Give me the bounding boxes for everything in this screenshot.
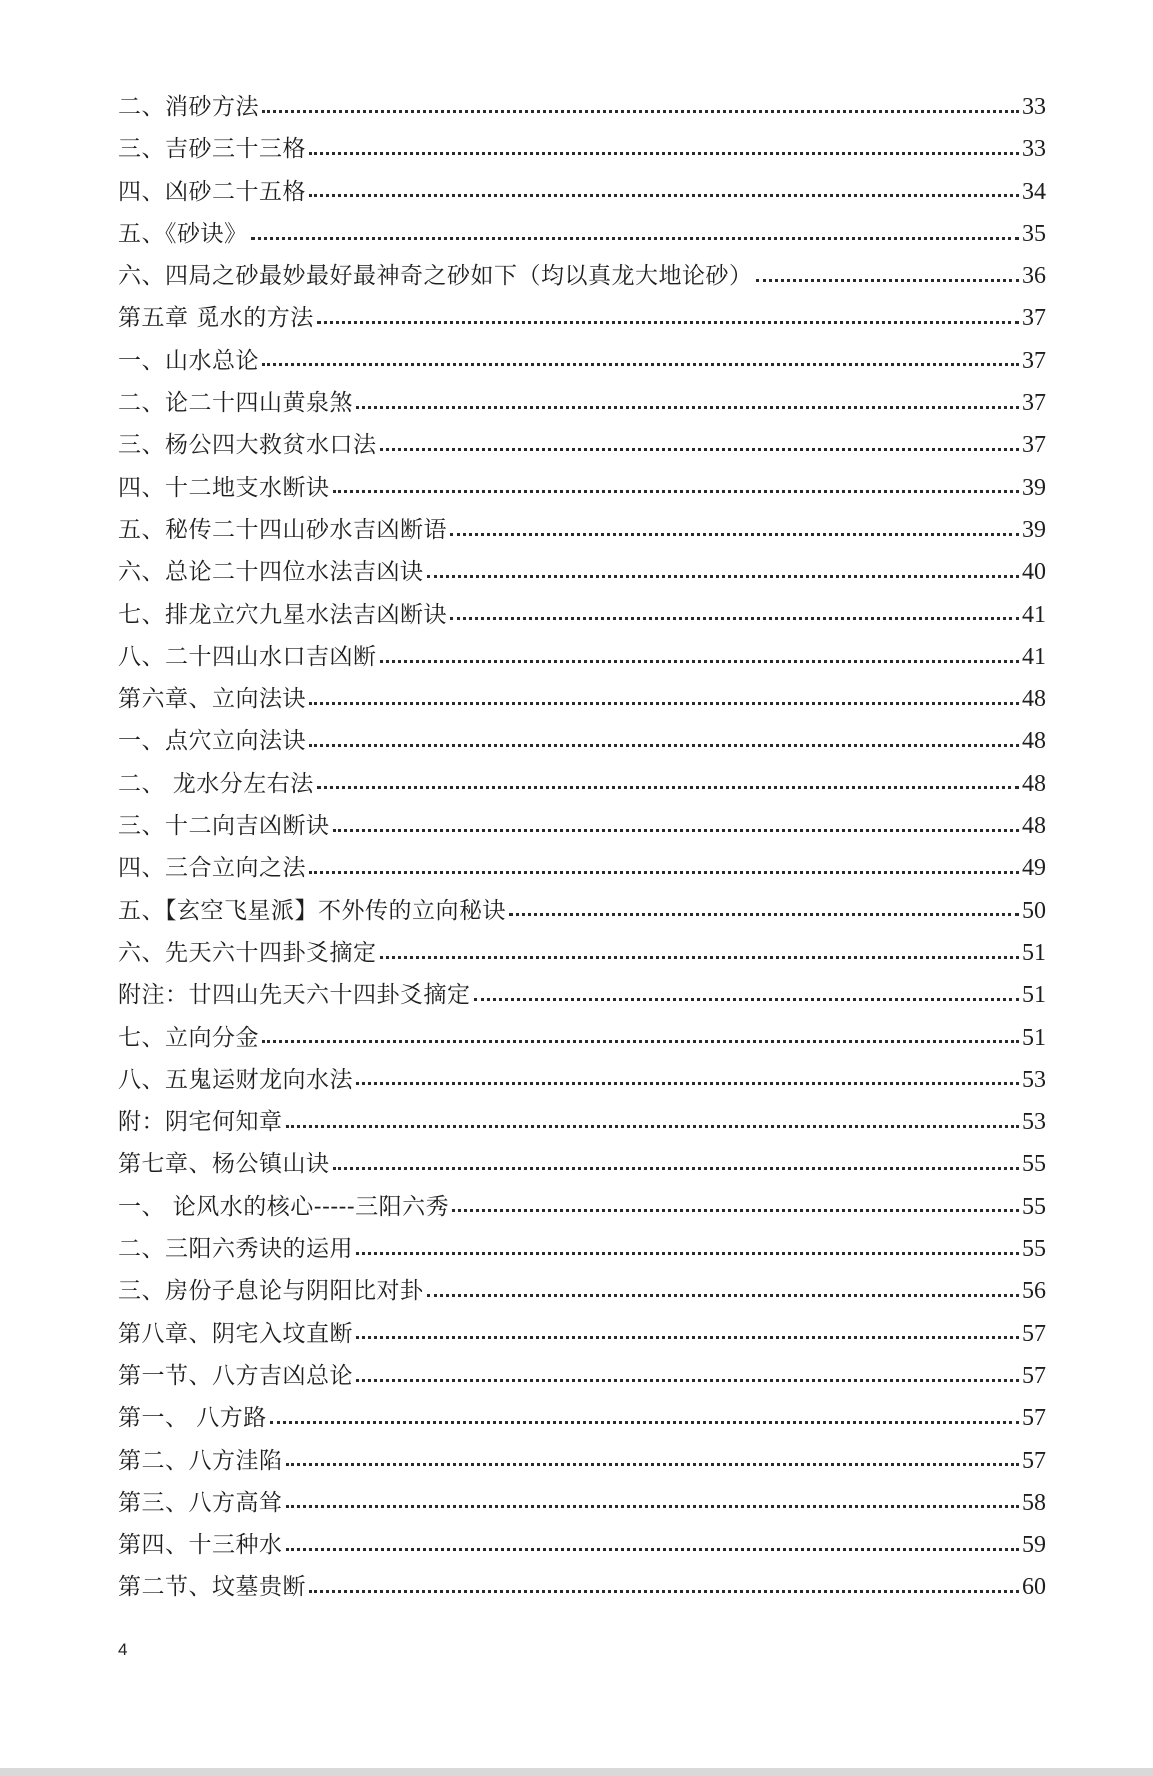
toc-entry[interactable] [118, 340, 1046, 382]
toc-dot-leader [356, 1379, 1019, 1382]
toc-entry-page-number: 57 [1022, 1362, 1046, 1389]
toc-entry-title: 第一、 八方路 [118, 1405, 267, 1432]
toc-entry-title: 一、点穴立向法诀 [118, 728, 306, 755]
toc-entry[interactable] [118, 932, 1046, 974]
toc-entry-title: 附：阴宅何知章 [118, 1109, 283, 1136]
toc-dot-leader [309, 744, 1019, 747]
toc-entry-title: 八、五鬼运财龙向水法 [118, 1066, 353, 1093]
toc-entry-title: 七、立向分金 [118, 1024, 259, 1051]
toc-entry-page-number: 35 [1022, 220, 1046, 247]
toc-entry-title: 第二节、坟墓贵断 [118, 1574, 306, 1601]
toc-entry[interactable] [118, 1270, 1046, 1312]
toc-entry-page-number: 49 [1022, 855, 1046, 882]
toc-dot-leader [262, 363, 1019, 366]
toc-entry-title: 二、 龙水分左右法 [118, 770, 314, 797]
toc-entry-page-number: 48 [1022, 728, 1046, 755]
toc-entry-title: 二、论二十四山黄泉煞 [118, 390, 353, 417]
toc-entry-title: 第八章、阴宅入坟直断 [118, 1320, 353, 1347]
toc-entry-title: 第六章、立向法诀 [118, 686, 306, 713]
toc-dot-leader [380, 956, 1020, 959]
toc-entry-title: 二、消砂方法 [118, 94, 259, 120]
toc-entry-title: 四、凶砂二十五格 [118, 178, 306, 205]
toc-entry-title: 第七章、杨公镇山诀 [118, 1151, 330, 1178]
toc-entry-page-number: 50 [1022, 897, 1046, 924]
toc-entry-page-number: 60 [1022, 1574, 1046, 1601]
toc-entry-title: 三、杨公四大救贫水口法 [118, 432, 377, 459]
toc-entry-title: 八、二十四山水口吉凶断 [118, 643, 377, 670]
toc-dot-leader [317, 321, 1019, 324]
toc-entry-page-number: 40 [1022, 559, 1046, 586]
toc-entry-page-number: 51 [1022, 982, 1046, 1009]
toc-entry[interactable] [118, 720, 1046, 762]
toc-entry-title: 四、十二地支水断诀 [118, 474, 330, 501]
toc-entry-title: 六、先天六十四卦爻摘定 [118, 939, 377, 966]
toc-entry-title: 第二、八方洼陷 [118, 1447, 283, 1474]
toc-dot-leader [286, 1505, 1020, 1508]
toc-dot-leader [309, 871, 1019, 874]
toc-dot-leader [380, 660, 1020, 663]
toc-entry-title: 六、四局之砂最妙最好最神奇之砂如下（均以真龙大地论砂） [118, 263, 753, 290]
toc-entry-page-number: 57 [1022, 1320, 1046, 1347]
toc-entry-title: 附注：廿四山先天六十四卦爻摘定 [118, 982, 471, 1009]
toc-dot-leader [309, 1590, 1019, 1593]
page-bottom-edge [0, 1768, 1153, 1776]
toc-entry[interactable] [118, 1524, 1046, 1566]
toc-dot-leader [270, 1421, 1019, 1424]
toc-entry[interactable] [118, 382, 1046, 424]
toc-entry-page-number: 33 [1022, 94, 1046, 120]
toc-entry[interactable] [118, 678, 1046, 720]
toc-dot-leader [756, 279, 1020, 282]
toc-dot-leader [356, 1336, 1019, 1339]
toc-entry[interactable] [118, 847, 1046, 889]
toc-entry[interactable] [118, 763, 1046, 805]
toc-entry-title: 三、十二向吉凶断诀 [118, 813, 330, 840]
toc-entry-title: 六、总论二十四位水法吉凶诀 [118, 559, 424, 586]
toc-entry[interactable] [118, 255, 1046, 297]
toc-dot-leader [450, 533, 1019, 536]
toc-entry-title: 四、三合立向之法 [118, 855, 306, 882]
toc-entry-page-number: 58 [1022, 1489, 1046, 1516]
toc-entry[interactable] [118, 1482, 1046, 1524]
toc-entry-title: 一、 论风水的核心-----三阳六秀 [118, 1193, 450, 1220]
toc-entry-page-number: 39 [1022, 474, 1046, 501]
toc-entry[interactable] [118, 1101, 1046, 1143]
toc-dot-leader [286, 1463, 1020, 1466]
toc-entry-page-number: 48 [1022, 686, 1046, 713]
toc-dot-leader [452, 1209, 1019, 1212]
toc-entry-page-number: 34 [1022, 178, 1046, 205]
toc-entry-title: 三、吉砂三十三格 [118, 136, 306, 163]
toc-dot-leader [309, 194, 1019, 197]
toc-dot-leader [356, 1082, 1019, 1085]
toc-entry[interactable] [118, 1313, 1046, 1355]
toc-entry[interactable] [118, 1355, 1046, 1397]
toc-dot-leader [333, 490, 1020, 493]
page-number: 4 [118, 1640, 128, 1659]
toc-entry-page-number: 39 [1022, 516, 1046, 543]
toc-entry-title: 五、《砂诀》 [118, 220, 248, 247]
toc-entry[interactable] [118, 297, 1046, 339]
toc-entry-page-number: 59 [1022, 1532, 1046, 1559]
toc-dot-leader [509, 913, 1019, 916]
toc-dot-leader [356, 1252, 1019, 1255]
toc-entry-title: 第五章 觅水的方法 [118, 305, 314, 332]
toc-dot-leader [286, 1548, 1020, 1551]
toc-entry-page-number: 56 [1022, 1278, 1046, 1305]
toc-entry[interactable] [118, 974, 1046, 1016]
toc-entry-page-number: 57 [1022, 1405, 1046, 1432]
toc-entry-page-number: 55 [1022, 1193, 1046, 1220]
toc-dot-leader [450, 617, 1019, 620]
toc-entry-page-number: 37 [1022, 305, 1046, 332]
toc-entry[interactable] [118, 128, 1046, 170]
toc-entry-title: 七、排龙立穴九星水法吉凶断诀 [118, 601, 447, 628]
toc-entry[interactable] [118, 467, 1046, 509]
toc-entry-title: 第四、十三种水 [118, 1532, 283, 1559]
toc-dot-leader [251, 237, 1020, 240]
toc-entry[interactable] [118, 1059, 1046, 1101]
toc-entry-title: 三、房份子息论与阴阳比对卦 [118, 1278, 424, 1305]
toc-entry[interactable] [118, 86, 1046, 128]
toc-entry-page-number: 51 [1022, 939, 1046, 966]
toc-dot-leader [474, 998, 1020, 1001]
toc-entry-title: 二、三阳六秀诀的运用 [118, 1236, 353, 1263]
toc-entry-title: 五、秘传二十四山砂水吉凶断语 [118, 516, 447, 543]
toc-entry-page-number: 41 [1022, 643, 1046, 670]
toc-dot-leader [317, 786, 1019, 789]
toc-entry-page-number: 53 [1022, 1109, 1046, 1136]
toc-dot-leader [286, 1125, 1020, 1128]
toc-entry[interactable] [118, 890, 1046, 932]
toc-entry-page-number: 57 [1022, 1447, 1046, 1474]
toc-entry[interactable] [118, 1186, 1046, 1228]
toc-entry-page-number: 37 [1022, 432, 1046, 459]
toc-entry[interactable] [118, 424, 1046, 466]
toc-dot-leader [427, 575, 1020, 578]
toc-dot-leader [262, 110, 1019, 113]
toc-entry-page-number: 37 [1022, 390, 1046, 417]
toc-entry-page-number: 36 [1022, 263, 1046, 290]
toc-entry-page-number: 53 [1022, 1066, 1046, 1093]
toc-entry-page-number: 41 [1022, 601, 1046, 628]
toc-entry-page-number: 48 [1022, 770, 1046, 797]
toc-entry-title: 第三、八方高耸 [118, 1489, 283, 1516]
toc-entry[interactable] [118, 1440, 1046, 1482]
toc-entry[interactable] [118, 509, 1046, 551]
toc-dot-leader [333, 829, 1020, 832]
toc-entry-title: 第一节、八方吉凶总论 [118, 1362, 353, 1389]
toc-entry[interactable] [118, 1228, 1046, 1270]
toc-dot-leader [333, 1167, 1020, 1170]
toc-entry[interactable] [118, 1566, 1046, 1608]
toc-entry-page-number: 33 [1022, 136, 1046, 163]
toc-dot-leader [262, 1040, 1019, 1043]
toc-entry-page-number: 37 [1022, 347, 1046, 374]
toc-dot-leader [427, 1294, 1020, 1297]
table-of-contents [118, 86, 1046, 1609]
toc-entry[interactable] [118, 594, 1046, 636]
toc-dot-leader [309, 702, 1019, 705]
toc-dot-leader [356, 406, 1019, 409]
toc-entry-page-number: 55 [1022, 1236, 1046, 1263]
toc-entry[interactable] [118, 805, 1046, 847]
toc-entry-title: 一、山水总论 [118, 347, 259, 374]
toc-entry-page-number: 48 [1022, 813, 1046, 840]
toc-entry[interactable] [118, 1017, 1046, 1059]
toc-entry[interactable] [118, 636, 1046, 678]
toc-entry-title: 五、【玄空飞星派】不外传的立向秘诀 [118, 897, 506, 924]
toc-dot-leader [309, 152, 1019, 155]
toc-entry-page-number: 51 [1022, 1024, 1046, 1051]
toc-entry[interactable] [118, 1143, 1046, 1185]
toc-dot-leader [380, 448, 1020, 451]
toc-entry[interactable] [118, 213, 1046, 255]
toc-entry[interactable] [118, 551, 1046, 593]
toc-entry-page-number: 55 [1022, 1151, 1046, 1178]
toc-entry[interactable] [118, 171, 1046, 213]
toc-entry[interactable] [118, 1397, 1046, 1439]
